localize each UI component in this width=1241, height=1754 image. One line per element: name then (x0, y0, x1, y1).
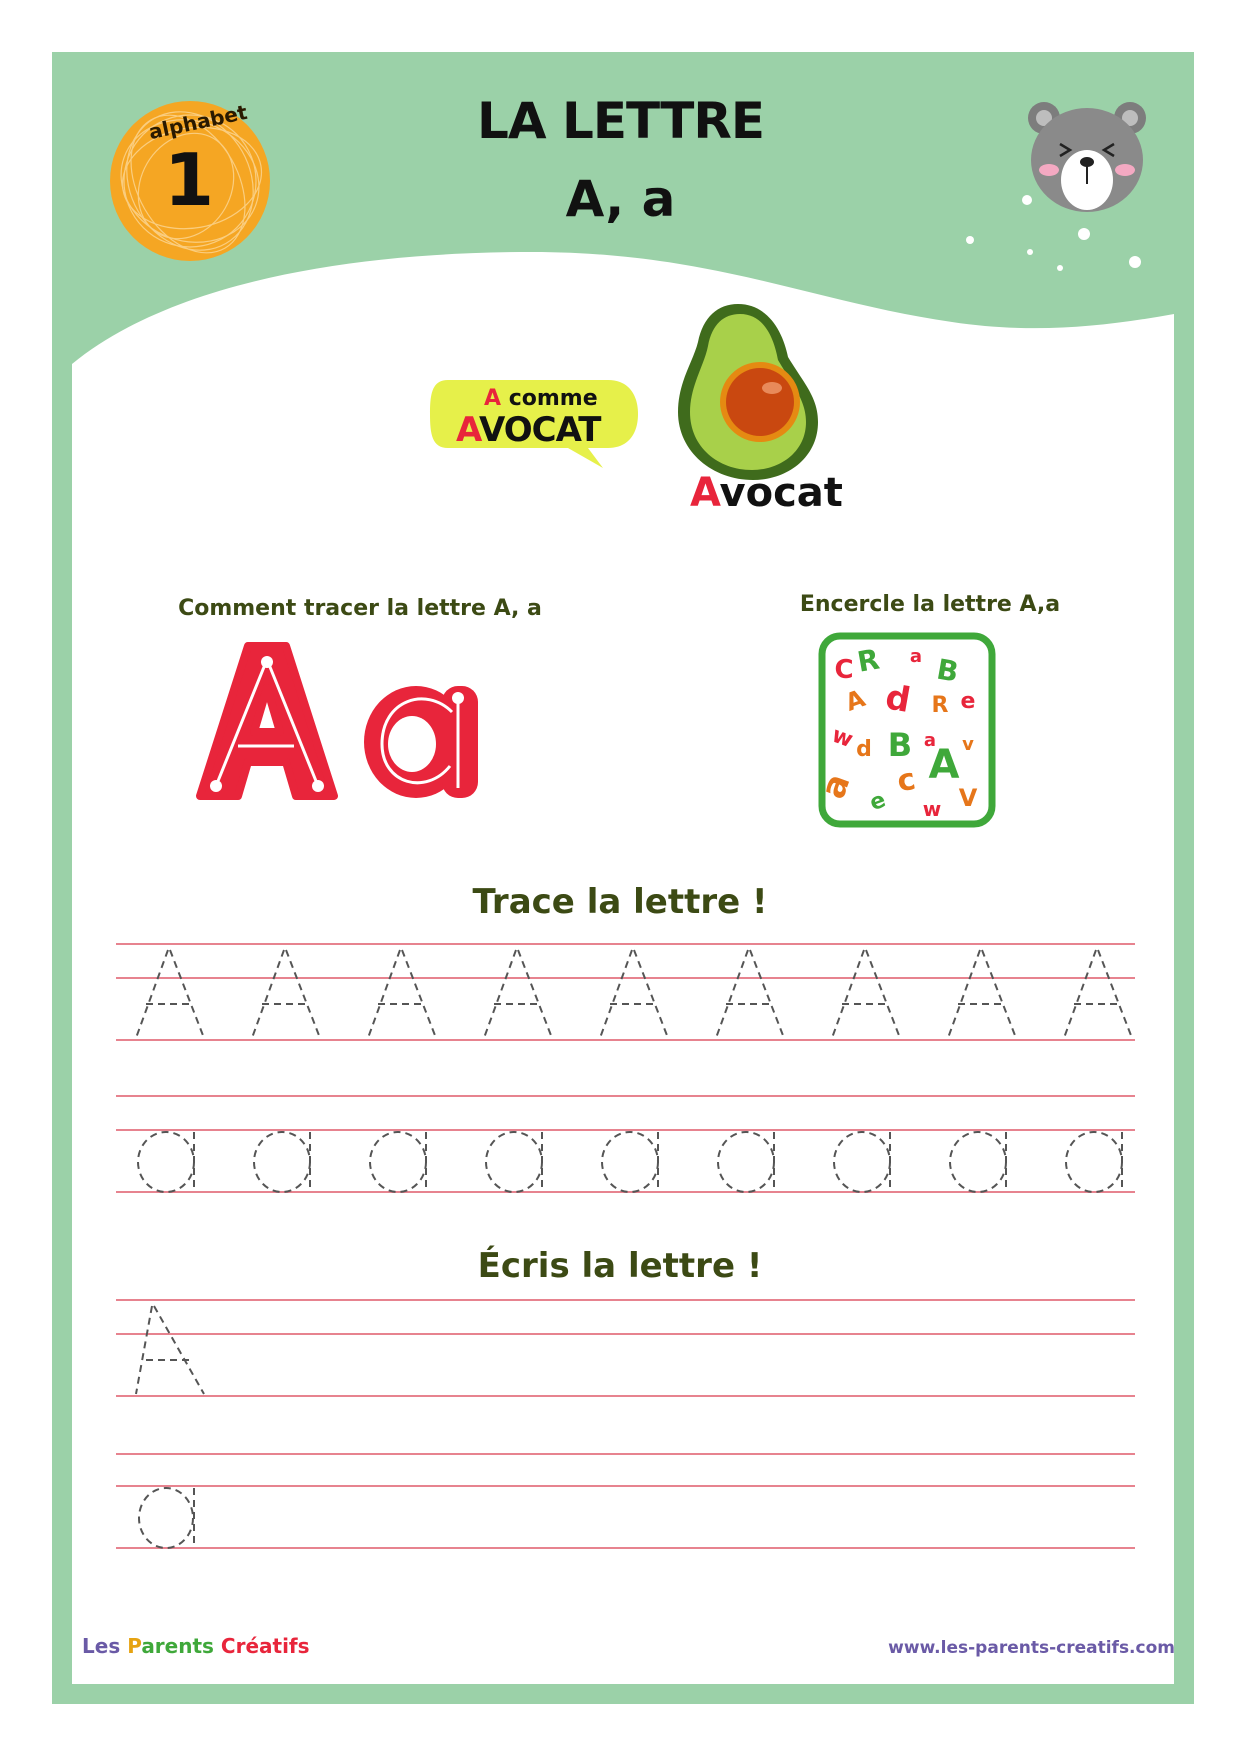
brand-l2: es (94, 1634, 128, 1658)
trace-letter-a (254, 1132, 310, 1192)
trace-letter-a (718, 1132, 774, 1192)
search-letter[interactable]: B (887, 726, 913, 764)
search-letter[interactable]: V (958, 784, 978, 812)
search-letter[interactable]: a (909, 646, 923, 667)
circle-letter-heading: Encercle la lettre A,a (799, 592, 1061, 617)
trace-letter-A (484, 950, 552, 1038)
trace-letter-a (602, 1132, 658, 1192)
trace-letter-A (716, 950, 784, 1038)
search-letter[interactable]: e (960, 689, 976, 714)
write-row-uppercase[interactable] (116, 1300, 1135, 1396)
trace-letter-A (136, 950, 204, 1038)
search-letter[interactable]: A (928, 742, 960, 788)
search-letter[interactable]: R (931, 693, 949, 718)
brand-c1: C (220, 1634, 236, 1658)
write-row-lowercase[interactable] (116, 1454, 1135, 1548)
trace-letter-A (368, 950, 436, 1038)
search-letter[interactable]: v (962, 734, 974, 755)
trace-letter-a (950, 1132, 1006, 1192)
trace-letter-A (832, 950, 900, 1038)
example-word-letter: A (690, 470, 720, 516)
trace-letter-a (486, 1132, 542, 1192)
trace-row-lowercase[interactable] (116, 1096, 1135, 1192)
bubble-line2-rest: VOCAT (479, 410, 601, 450)
search-letter[interactable]: d (882, 677, 914, 721)
bubble-line2-letter: A (456, 410, 480, 450)
search-letter[interactable]: d (856, 737, 872, 762)
search-letter[interactable]: B (934, 652, 962, 689)
trace-letter-a (1066, 1132, 1122, 1192)
badge-number: 1 (164, 138, 215, 222)
write-heading: Écris la lettre ! (477, 1246, 763, 1286)
trace-row-uppercase[interactable] (116, 944, 1135, 1040)
search-letter[interactable]: R (854, 642, 882, 679)
bubble-line1-letter: A (484, 386, 502, 411)
search-letter[interactable]: e (866, 787, 890, 817)
search-letter[interactable]: w (828, 722, 857, 754)
trace-letter-A (1064, 950, 1132, 1038)
trace-letter-a (370, 1132, 426, 1192)
example-word-rest: vocat (719, 470, 843, 516)
search-letter[interactable]: A (841, 684, 869, 717)
search-letter[interactable]: c (894, 761, 919, 800)
website-link[interactable]: www.les-parents-creatifs.com (888, 1638, 1175, 1658)
brand-c2: réatifs (235, 1634, 310, 1658)
brand-l1: L (82, 1634, 95, 1658)
search-letter[interactable]: a (812, 768, 859, 804)
page-title: LA LETTRE (477, 92, 764, 150)
trace-letter-A (600, 950, 668, 1038)
badge-label: alphabet (146, 99, 250, 145)
trace-letter-a (834, 1132, 890, 1192)
search-letter[interactable]: w (922, 797, 942, 821)
page-subtitle: A, a (565, 170, 676, 228)
trace-heading: Trace la lettre ! (472, 882, 768, 922)
how-to-trace-heading: Comment tracer la lettre A, a (178, 596, 542, 621)
search-letter[interactable]: C (834, 655, 854, 685)
trace-letter-A (948, 950, 1016, 1038)
trace-letter-A (252, 950, 320, 1038)
bubble-line1-rest: comme (501, 386, 598, 411)
brand-p1: P (127, 1634, 142, 1658)
search-letter[interactable]: a (923, 730, 937, 751)
brand-p2: arents (141, 1634, 221, 1658)
brand-logo (82, 1634, 310, 1658)
trace-letter-a (138, 1132, 194, 1192)
